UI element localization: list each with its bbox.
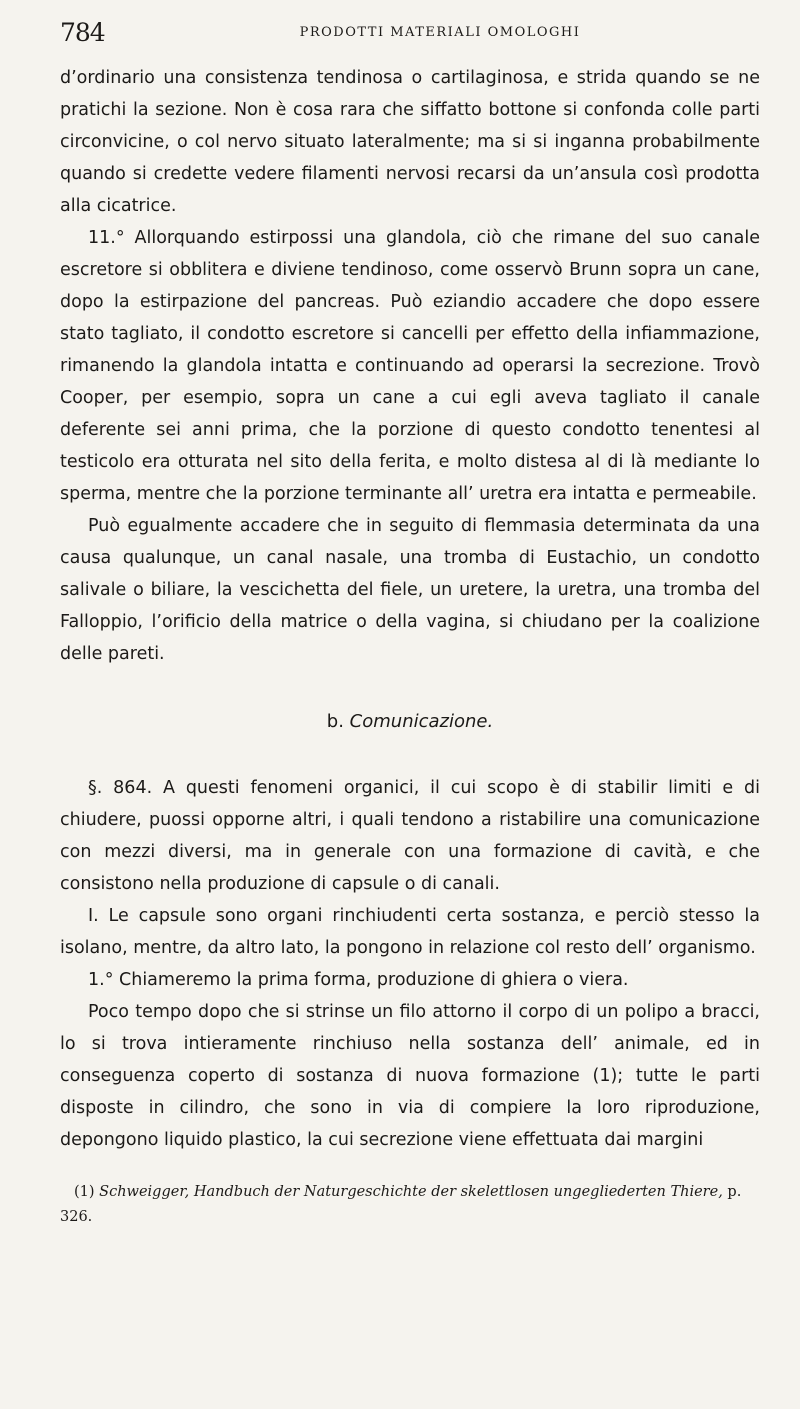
section-heading [60,708,760,736]
body-text [60,62,760,1156]
paragraph: 1.° Chiameremo la prima forma, produzione di ghiera o viera. [88,970,629,990]
footnote-author: Schweigger, [99,1184,190,1200]
footnote [60,1180,760,1230]
page-header [60,18,760,62]
footnote-page: p. 326. [60,1184,742,1225]
page-number: 784 [60,18,105,47]
running-head: PRODOTTI MATERIALI OMOLOGHI [299,25,581,40]
section-letter: b. [326,711,344,732]
section-title: Comunicazione. [349,711,494,732]
paragraph: Poco tempo dopo che si strinse un filo attorno il corpo di un polipo a bracci, lo si trova intieramente rinchiuso nella sostanza dell’ animale, ed in conseguenza coperto di sostanza di nuova formazione (1); tutte le parti disposte in cilindro, che sono in via di compiere la loro riproduzione, depongono liquido plastico, la cui secrezione viene effettuata dai margini [60,1002,760,1150]
book-page [60,18,760,1230]
paragraph: 11.° Allorquando estirpossi una glandola, ciò che rimane del suo canale escretore si obblitera e diviene tendinoso, come osservò Brunn sopra un cane, dopo la estirpazione del pancreas. Può eziandio accadere che dopo essere stato tagliato, il condotto escretore si cancelli per effetto della infiammazione, rimanendo la glandola intatta e continuando ad operarsi la secrezione. Trovò Cooper, per esempio, sopra un cane a cui egli aveva tagliato il canale deferente sei anni prima, che la porzione di questo condotto tenentesi al testicolo era otturata nel sito della ferita, e molto distesa al di là mediante lo sperma, mentre che la porzione terminante all’ uretra era intatta e permeabile. [60,228,760,504]
footnote-work: Handbuch der Naturgeschichte der skelettlosen ungegliederten Thiere, [193,1184,723,1200]
paragraph: d’ordinario una consistenza tendinosa o cartilaginosa, e strida quando se ne pratichi la sezione. Non è cosa rara che siffatto bottone si confonda colle parti circonvicine, o col nervo situato lateralmente; ma si si inganna probabilmente quando si credette vedere filamenti nervosi recarsi da un’ansula così prodotta alla cicatrice. [60,68,760,216]
paragraph: Può egualmente accadere che in seguito di flemmasia determinata da una causa qualunque, un canal nasale, una tromba di Eustachio, un condotto salivale o biliare, la vescichetta del fiele, un uretere, la uretra, una tromba del Falloppio, l’orificio della matrice o della vagina, si chiudano per la coalizione delle pareti. [60,516,760,664]
footnote-marker: (1) [74,1184,95,1200]
paragraph: I. Le capsule sono organi rinchiudenti certa sostanza, e perciò stesso la isolano, mentre, da altro lato, la pongono in relazione col resto dell’ organismo. [60,906,760,958]
paragraph: §. 864. A questi fenomeni organici, il cui scopo è di stabilir limiti e di chiudere, puossi opporne altri, i quali tendono a ristabilire una comunicazione con mezzi diversi, ma in generale con una formazione di cavità, e che consistono nella produzione di capsule o di canali. [60,778,760,894]
